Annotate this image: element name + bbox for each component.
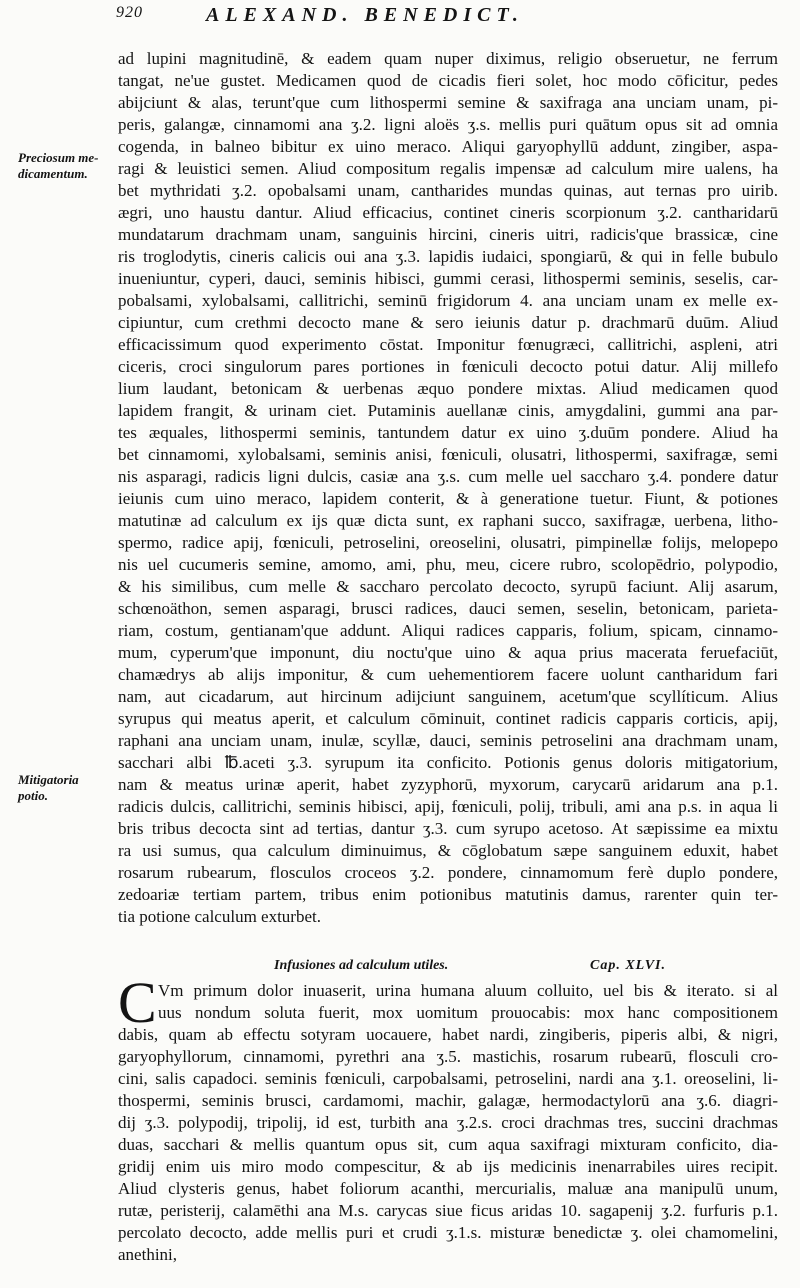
text-line: mum, cyperum'que imponunt, diu noctu'que uino & aqua prius macerata feruefaciūt,: [118, 643, 778, 662]
text-line: ad lupini magnitudinē, & eadem quam nuper diximus, religio obseruetur, ne ferrum: [118, 49, 778, 68]
page-header: [116, 4, 776, 30]
text-line: tangat, ne'ue gustet. Medicamen quod de cicadis fieri solet, hoc modo cōficitur, pedes: [118, 71, 778, 90]
text-line: ægri, uno haustu dantur. Aliud efficacius, continet cineris scorpionum ʒ.2. cantharidarū: [118, 203, 778, 222]
chapter-text-line: dij ʒ.3. polypodij, tripolij, id est, turbith ana ʒ.2.s. croci drachmas tres, succini drachmas: [118, 1113, 778, 1132]
text-line: bris tribus decocta sint ad tertias, dantur ʒ.3. cum syrupo acetoso. At sæpissime ea mixtu: [118, 819, 778, 838]
text-line: zedoariæ tertiam partem, tribus enim potionibus matutinis damus, rarenter quin ter-: [118, 885, 778, 904]
chapter-text-line: rutæ, peristerij, calamēthi ana M.s. carycas siue ficus aridas 10. sagapenij ʒ.2. furfuris p.1.: [118, 1201, 778, 1220]
chapter-number: Cap. XLVI.: [590, 958, 666, 973]
running-title: ALEXAND. BENEDICT.: [206, 4, 524, 26]
chapter-text-line: Aliud clysteris genus, habet foliorum acanthi, mercurialis, maluæ ana manipulū unum,: [118, 1179, 778, 1198]
text-line: lium laudant, betonicam & uerbenas æquo pondere mixtas. Aliud medicamen quod: [118, 379, 778, 398]
margin-note-line: Mitigatoria: [18, 772, 79, 787]
margin-note-line: dicamentum.: [18, 166, 88, 181]
text-line: chamædrys ab alijs imponitur, & cum uehementiorem facere uolunt cantharidum fari: [118, 665, 778, 684]
text-line: mundatarum drachmam unam, sanguinis hircini, cineris uitri, radicis'que brassicæ, cine: [118, 225, 778, 244]
chapter-text-line: gridij enim uis miro modo compescitur, & ab ijs medicinis inenarrabiles uires recipit.: [118, 1157, 778, 1176]
text-line: bet cinnamomi, xylobalsami, seminis anisi, fœniculi, olusatri, lithospermi, saxifragæ, semi: [118, 445, 778, 464]
text-line: schœnoäthon, semen asparagi, brusci radices, dauci semen, seselin, betonicam, parieta-: [118, 599, 778, 618]
text-line: & his similibus, cum melle & saccharo percolato decocto, syrupū faciunt. Alij asarum,: [118, 577, 778, 596]
text-line: cipiuntur, cum crethmi decocto mane & sero ieiunis datur p. drachmarū duūm. Aliud: [118, 313, 778, 332]
text-line: matutinæ ad calculum ex ijs quæ dicta sunt, ex raphani succo, saxifragæ, uerbena, litho-: [118, 511, 778, 530]
text-line: sacchari albi ℔.aceti ʒ.3. syrupum ita conficito. Potionis genus doloris mitigatorium,: [118, 753, 778, 772]
text-line: ieiunis cum uino meraco, lapidem conterit, & à generatione tuetur. Fiunt, & potiones: [118, 489, 778, 508]
text-line: inueniuntur, cyperi, dauci, seminis hibisci, gummi cerasi, lithospermi seminis, seselis, car-: [118, 269, 778, 288]
text-line: nam & meatus urinæ aperit, habet zyzyphorū, myxorum, carycarū aridarum ana p.1.: [118, 775, 778, 794]
chapter-title: Infusiones ad calculum utiles.: [274, 958, 449, 973]
chapter-text-line: Vm primum dolor inuaserit, urina humana aluum colluito, uel bis & iterato. si al: [158, 981, 778, 1000]
margin-note-line: potio.: [18, 788, 48, 803]
text-line: lapidem frangit, & urinam ciet. Putaminis auellanæ cinis, amygdalini, gummi ana par-: [118, 401, 778, 420]
drop-capital: C: [118, 970, 157, 1035]
text-line: raphani ana unciam unam, inulæ, scyllæ, dauci, seminis petroselini ana drachmam unam,: [118, 731, 778, 750]
main-text-block: [118, 48, 778, 928]
chapter-text-line: garyophyllorum, cinnamomi, pyrethri ana ʒ.5. mastichis, rosarum rubearū, flosculi cro-: [118, 1047, 778, 1066]
text-line: cogenda, in balneo bibitur ex uino meraco. Aliqui garyophyllū addunt, zingiber, aspa-: [118, 137, 778, 156]
text-line: pobalsami, xylobalsami, callitrichi, seminū frigidorum 4. ana unciam unam ex melle ex-: [118, 291, 778, 310]
text-line: riam, costum, gentianam'que addunt. Aliqui radices capparis, folium, spicam, cinnamo-: [118, 621, 778, 640]
text-line: ris troglodytis, cineris calicis oui ana ʒ.3. lapidis iudaici, spongiarū, & qui in felle bubulo: [118, 247, 778, 266]
chapter-text-block: [118, 970, 778, 1266]
text-line: nis uel cucumeris semine, amomo, ami, phu, meu, cicere rubro, scolopēdrio, polypodio,: [118, 555, 778, 574]
margin-note-precious-medicine: [18, 150, 114, 182]
chapter-text-line: dabis, quam ab effectu sotyram uocauere, habet nardi, zingiberis, piperis albi, & nigri,: [118, 1025, 778, 1044]
text-line: ragi & leuistici semen. Aliud compositum regalis impensæ ad calculum mire ualens, ha: [118, 159, 778, 178]
text-line: efficacissimum quod experimento cōstat. Imponitur fœnugræci, callitrichi, aspleni, atri: [118, 335, 778, 354]
text-line: nis asparagi, radicis ligni dulcis, casiæ ana ʒ.s. cum melle uel saccharo ʒ.4. pondere datur: [118, 467, 778, 486]
chapter-text-line: uus nondum soluta fuerit, mox uomitum prouocabis: mox hanc compositionem: [158, 1003, 778, 1022]
folio-number: 920: [116, 4, 143, 21]
text-line: rosarum rubearum, flosculos croceos ʒ.2. pondere, cinnamomum ferè duplo pondere,: [118, 863, 778, 882]
text-line: ciceris, croci singulorum pares portiones in fœniculi decocto potui datur. Alij millefo: [118, 357, 778, 376]
text-line: peris, galangæ, cinnamomi ana ʒ.2. ligni aloës ʒ.s. mellis puri quātum opus sit ad omnia: [118, 115, 778, 134]
text-line: abijciunt & alas, terunt'que cum lithospermi semine & saxifraga ana unciam unam, pi-: [118, 93, 778, 112]
text-line: tia potione calculum exturbet.: [118, 907, 321, 926]
margin-note-line: Preciosum me-: [18, 150, 99, 165]
chapter-text-line: thospermi, seminis brusci, cardamomi, machir, galagæ, hermodactylorū ana ʒ.6. diagri-: [118, 1091, 778, 1110]
text-line: spermo, radice apij, fœniculi, petroselini, oreoselini, olusatri, pimpinellæ folijs, melopepo: [118, 533, 778, 552]
margin-note-soothing-potion: [18, 772, 114, 804]
text-line: ra usi sumus, qua calculum diminuimus, & cōglobatum sæpe sanguinem eduxit, habet: [118, 841, 778, 860]
text-line: nam, aut cicadarum, aut hircinum adijciunt sanguinem, acetum'que scyllíticum. Alius: [118, 687, 778, 706]
chapter-text-line: cini, salis capadoci. seminis fœniculi, carpobalsami, petroselini, nardi ana ʒ.1. oreoselini, li-: [118, 1069, 778, 1088]
chapter-text-line: anethini,: [118, 1245, 178, 1264]
text-line: syrupus qui meatus aperit, et calculum cōminuit, continet radicis capparis corticis, apij,: [118, 709, 778, 728]
text-line: radicis dulcis, callitrichi, seminis hibisci, apij, fœniculi, polij, tribuli, ami ana p.s. in aqua li: [118, 797, 778, 816]
text-line: tes æquales, lithospermi seminis, tantundem datur ex uino ʒ.duūm pondere. Aliud ha: [118, 423, 778, 442]
chapter-text-line: percolato decocto, adde mellis puri et crudi ʒ.1.s. misturæ benedictæ ʒ. olei chamomelini,: [118, 1223, 778, 1242]
chapter-text-line: duas, sacchari & mellis quantum opus sit, cum aqua saxifragi mixturam conficito, dia-: [118, 1135, 778, 1154]
chapter-heading: [118, 958, 778, 978]
text-line: bet mythridati ʒ.2. opobalsami unam, cantharides mundas quinas, aut ternas pro uirib.: [118, 181, 778, 200]
